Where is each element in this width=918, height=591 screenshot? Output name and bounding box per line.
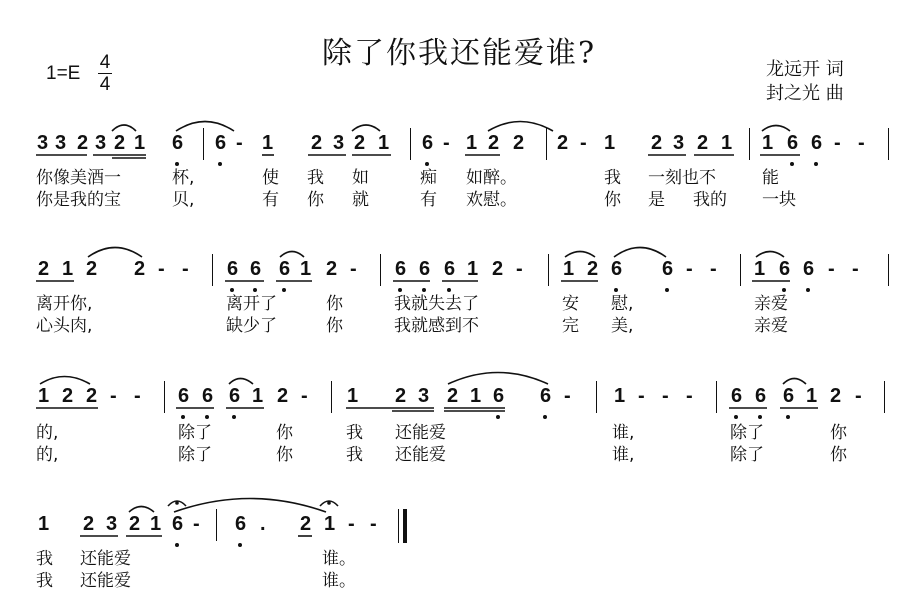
note: 2 bbox=[488, 132, 500, 154]
note: 1 bbox=[762, 132, 774, 154]
note: 2 bbox=[354, 132, 366, 154]
note: - bbox=[443, 132, 450, 154]
note: 6 bbox=[787, 132, 799, 154]
slurs-and-underlines bbox=[0, 122, 918, 182]
note: 2 bbox=[697, 132, 709, 154]
song-title: 除了你我还能爱谁? bbox=[321, 36, 597, 71]
notation-line: 1 2 3 2 1 6 - 6 . 2 1 - - bbox=[38, 513, 377, 535]
note: - bbox=[834, 132, 841, 154]
note: - bbox=[858, 132, 865, 154]
lyricist: 龙远开 词 bbox=[766, 59, 844, 80]
time-signature-top: 4 bbox=[99, 52, 111, 73]
note: 3 bbox=[37, 132, 49, 154]
note: 1 bbox=[134, 132, 146, 154]
note: - bbox=[236, 132, 243, 154]
time-signature bbox=[98, 53, 112, 94]
note: 3 bbox=[95, 132, 107, 154]
credits bbox=[766, 58, 844, 106]
note: 2 bbox=[311, 132, 323, 154]
notation-line: 1 2 2 - - 6 6 6 1 2 - 1 2 3 2 1 6 6 - 1 - - - 6 6 6 1 2 - bbox=[38, 385, 862, 407]
note: 2 bbox=[557, 132, 569, 154]
note: 2 bbox=[651, 132, 663, 154]
note: 1 bbox=[466, 132, 478, 154]
time-signature-bottom: 4 bbox=[99, 74, 111, 95]
note: 2 bbox=[77, 132, 89, 154]
key-signature: 1=E bbox=[46, 63, 81, 84]
note: 1 bbox=[378, 132, 390, 154]
note: 3 bbox=[55, 132, 67, 154]
note: 6 bbox=[811, 132, 823, 154]
composer: 封之光 曲 bbox=[766, 83, 844, 104]
note: 1 bbox=[604, 132, 616, 154]
note: 6 bbox=[215, 132, 227, 154]
notation-line: 2 1 2 2 - - 6 6 6 1 2 - 6 6 6 1 2 - 1 2 6 6 - - 1 6 6 - - bbox=[38, 258, 859, 280]
note: 6 bbox=[422, 132, 434, 154]
note: 1 bbox=[262, 132, 274, 154]
note: - bbox=[580, 132, 587, 154]
note: 6 bbox=[172, 132, 184, 154]
note: 2 bbox=[513, 132, 525, 154]
note: 2 bbox=[114, 132, 126, 154]
note: 3 bbox=[673, 132, 685, 154]
note: 1 bbox=[721, 132, 733, 154]
note: 3 bbox=[333, 132, 345, 154]
